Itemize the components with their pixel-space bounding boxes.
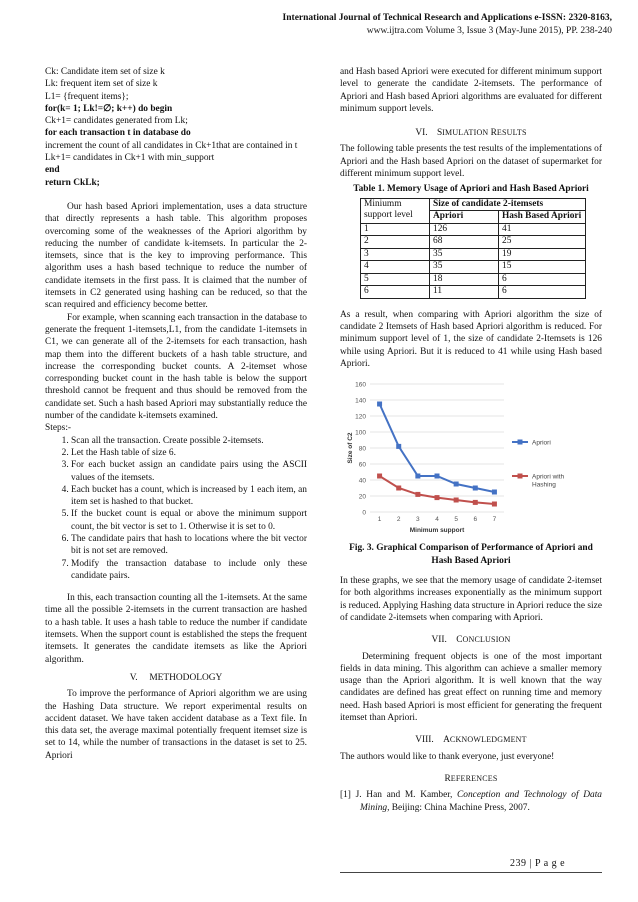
paragraph-acknowledgment: The authors would like to thank everyone, just everyone! (340, 751, 555, 762)
algo-line-3: L1= {frequent items}; (45, 91, 129, 102)
chart-svg (344, 376, 596, 534)
reference-publisher: Beijing: China Machine Press, 2007. (391, 802, 530, 813)
section-heading-references: REFERENCES (444, 773, 498, 784)
section-number: V. (129, 672, 138, 683)
journal-header (192, 12, 612, 38)
footer-rule (340, 872, 602, 873)
header-line-1: International Journal of Technical Research and Applications e-ISSN: 2320-8163, (282, 13, 612, 23)
legend-label: Hashing (532, 481, 556, 489)
y-tick-label: 20 (358, 493, 366, 501)
reference-item (340, 789, 602, 814)
x-tick-label: 1 (377, 516, 382, 524)
y-tick-label: 120 (355, 413, 366, 421)
paragraph-methodology: To improve the performance of Apriori algorithm we are using the Hashing Data structure. We report experimental results on accident dataset. We have taken accident database as a Text file. In this data set, the average maximal potentially frequent itemset size is set to 14, while the number of transactions in the dataset is set to 25. Apriori (45, 689, 307, 761)
y-tick-label: 80 (358, 445, 366, 453)
performance-chart (344, 376, 602, 538)
x-axis-label: Minimum support (409, 527, 465, 535)
data-point (454, 498, 459, 503)
step-item: 5. If the bucket count is equal or above the minimum support count, the bit vector is set to 1. Otherwise it is set to 0. (71, 508, 307, 533)
section-number: VII. (431, 635, 447, 646)
y-tick-label: 0 (362, 509, 366, 517)
data-point (377, 474, 382, 479)
data-point (415, 492, 420, 497)
step-item: 1. Scan all the transaction. Create possible 2-itemsets. (71, 435, 307, 447)
section-number: VIII. (415, 735, 434, 746)
y-axis-label: Size of C2 (347, 432, 354, 464)
x-tick-label: 2 (396, 516, 401, 524)
step-item: 3. For each bucket assign an candidate pairs using the ASCII values of the itemsets. (71, 459, 307, 484)
reference-number: [1] (340, 790, 351, 801)
data-point (415, 474, 420, 479)
step-item: 4. Each bucket has a count, which is increased by 1 each item, an item set is hashed to that bucket. (71, 484, 307, 509)
page-number: 239 | P a g e (510, 858, 566, 869)
data-point (377, 402, 382, 407)
data-point (473, 500, 478, 505)
table-row: 1 126 41 (361, 223, 586, 236)
x-tick-label: 4 (435, 516, 439, 524)
paragraph-hash-apriori: Our hash based Apriori implementation, uses a data structure that directly represents a hash table. This algorithm proposes overcoming some of the weaknesses of the Apriori algorithm by reducing the number of candidate k-itemsets. In particular the 2-itemsets, since that is the key to improving performance. This algorithm uses a hash based technique to reduce the number of candidate itemsets in the first pass. It is claimed that the number of itemsets in C2 generated using hashing can be reduced, so that the scan required and efficiency become better. (45, 201, 307, 311)
section-number: VI. (415, 128, 428, 139)
table-header-apriori: Apriori (430, 211, 499, 224)
table-row: 3 35 19 (361, 248, 586, 261)
table-row: 6 11 6 (361, 286, 586, 299)
data-point (396, 444, 401, 449)
y-tick-label: 60 (358, 461, 366, 469)
algo-line-5: Ck+1= candidates generated from Lk; (45, 116, 188, 127)
y-tick-label: 100 (355, 429, 366, 437)
section-title: METHODOLOGY (149, 672, 223, 683)
table-header-group: Size of candidate 2-itemsets (430, 198, 586, 211)
data-point (492, 490, 497, 495)
algo-line-7: increment the count of all candidates in Ck+1that are contained in t (45, 140, 298, 151)
section-heading-methodology (45, 672, 307, 684)
y-tick-label: 40 (358, 477, 366, 485)
x-tick-label: 5 (454, 516, 458, 524)
table-row: 5 18 6 (361, 273, 586, 286)
legend-marker (518, 440, 523, 445)
legend-label: Apriori (532, 439, 551, 447)
section-heading-acknowledgment: VIII. ACKNOWLEDGMENT (415, 735, 527, 746)
y-tick-label: 140 (355, 397, 366, 405)
paragraph-example: For example, when scanning each transaction in the database to generate the frequent 1-itemsets,L1, from the candidate 1-itemsets in C1, we can generate all of the 2-itemsets for each transaction, hash map them into the different buckets of a hash table structure, and increase the corresponding bucket counts. A 2-itemset whose corresponding bucket count in the hash table is below the support threshold cannot be frequent and thus should be removed from the candidate set. Such a hash based Apriori may substantially reduce the number of the candidate k-itemsets examined. (45, 312, 307, 422)
y-tick-label: 160 (355, 381, 366, 389)
data-point (454, 482, 459, 487)
section-heading-simulation: VI. SIMULATION RESULTS (415, 128, 527, 139)
paragraph-graph-discussion: In these graphs, we see that the memory usage of candidate 2-itemset for both algorithms increases exponentially as the minimum support is reduced. Applying Hashing data structure in Apriori reduce the size of candidate 2-itemsets when comparing with Apriori. (340, 576, 602, 623)
reference-title: Conception and Technology of Data Mining, (360, 790, 602, 813)
step-item: 6. The candidate pairs that hash to locations where the bit vector bit is not set are removed. (71, 533, 307, 558)
algo-line-8: Lk+1= candidates in Ck+1 with min_support (45, 153, 215, 164)
data-point (435, 495, 440, 500)
table-row: 2 68 25 (361, 236, 586, 249)
table-row: 4 35 15 (361, 261, 586, 274)
data-point (473, 486, 478, 491)
algo-line-6: for each transaction t in database do (45, 128, 191, 139)
header-line-2: www.ijtra.com Volume 3, Issue 3 (May-June 2015), PP. 238-240 (366, 26, 612, 36)
algo-line-2: Lk: frequent item set of size k (45, 79, 158, 90)
reference-authors: J. Han and M. Kamber, (355, 790, 453, 801)
paragraph-table-intro: The following table presents the test results of the implementations of Apriori and the Hash based Apriori on the dataset of supermarket for different minimum support level. (340, 144, 602, 180)
table-caption: Table 1. Memory Usage of Apriori and Hash Based Apriori (353, 184, 589, 195)
step-item: 2. Let the Hash table of size 6. (71, 447, 307, 459)
algo-line-1: Ck: Candidate item set of size k (45, 67, 165, 77)
x-tick-label: 3 (416, 516, 420, 524)
memory-usage-table (360, 198, 586, 299)
data-point (492, 502, 497, 507)
section-heading-conclusion: VII. CONCLUSION (431, 635, 511, 646)
algorithm-block (45, 66, 307, 189)
data-point (396, 486, 401, 491)
x-tick-label: 7 (492, 516, 497, 524)
steps-label: Steps:- (45, 423, 72, 434)
algo-line-4: for(k= 1; Lk!=∅; k++) do begin (45, 103, 173, 114)
table-header-hash: Hash Based Apriori (499, 211, 586, 224)
step-item: 7. Modify the transaction database to include only these candidate pairs. (71, 558, 307, 583)
steps-list (45, 435, 307, 583)
x-tick-label: 6 (473, 516, 478, 524)
paragraph-result: As a result, when comparing with Apriori algorithm the size of candidate 2 Itemsets of Hash based Apriori algorithm is reduced. For minimum support level of 1, the size of candidate 2-Itemsets is 126 while using Apriori. But it is reduced to 41 while using Hash based Apriori. (340, 309, 602, 369)
left-column (45, 66, 307, 762)
algo-line-9: end (45, 165, 60, 176)
legend-marker (518, 474, 523, 479)
algo-line-10: return CkLk; (45, 177, 100, 188)
figure-caption: Fig. 3. Graphical Comparison of Performance of Apriori and Hash Based Apriori (349, 543, 593, 566)
data-point (435, 474, 440, 479)
paragraph-continuation: and Hash based Apriori were executed for different minimum support level to generate the candidate 2-itemsets. The performance of Apriori and Hash based Apriori algorithms are evaluated for different minimum support levels. (340, 67, 602, 114)
table-header-min-support: Miniumm support level (361, 198, 430, 223)
paragraph-transaction: In this, each transaction counting all the 1-itemsets. At the same time all the possible 2-itemsets in the current transaction are hashed to a hash table. It uses a hash table to reduce the number if candidate itemsets. When the support count is established the steps the frequent itemsets. It generates the candidate itemsets as like the Apriori algorithm. (45, 593, 307, 665)
legend-label: Apriori with (532, 473, 565, 481)
right-column (340, 66, 602, 814)
paragraph-conclusion: Determining frequent objects is one of the most important fields in data mining. This algorithm can achieve a smaller memory usage than the Apriori algorithm. It is well known that the way candidates are defined has great effect on running time and memory need. Hash based Apriori is most efficient for generating the frequent itemset than Apriori. (340, 651, 602, 724)
